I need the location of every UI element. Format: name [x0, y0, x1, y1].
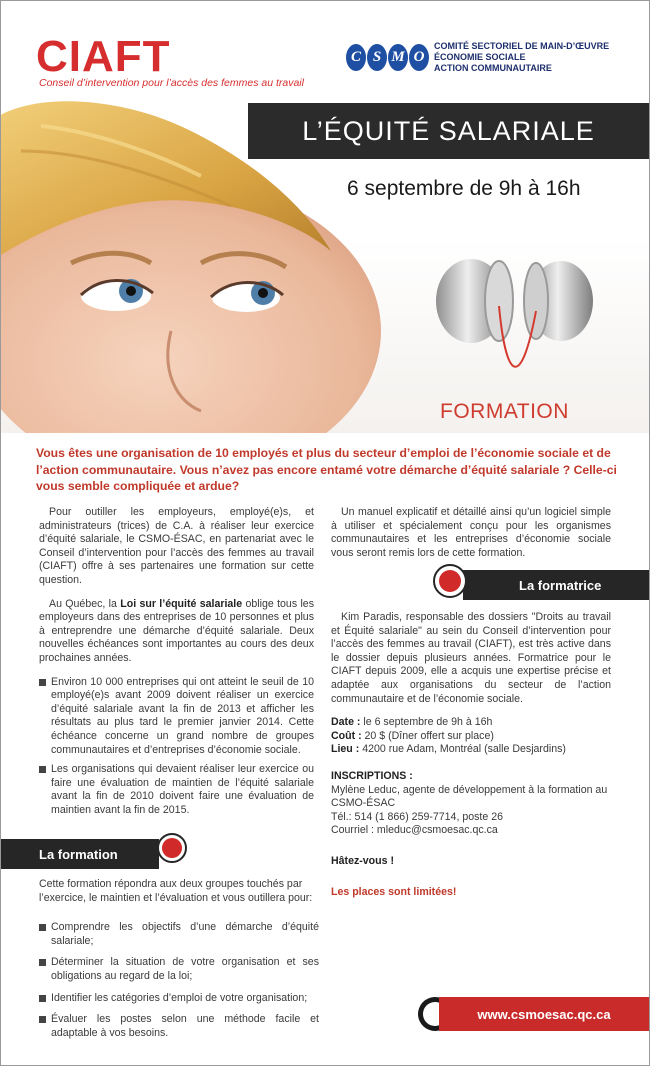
event-title: L’ÉQUITÉ SALARIALE — [302, 115, 595, 146]
paragraph-purpose: Pour outiller les employeurs, employé(e)s, et administrateurs (trices) de C.A. à réaliser leur exercice d’équité salariale, le CSMO-ÉSAC, en partenariat avec le Conseil d’intervention pour l’accès des femmes au travail (CIAFT) offre à ses partenaires une formation sur cette question. — [39, 506, 314, 586]
detail-value: le 6 septembre de 9h à 16h — [360, 716, 493, 729]
section-heading-label: La formatrice — [519, 577, 602, 593]
detail-place — [331, 743, 611, 757]
detail-value: 20 $ (Dîner offert sur place) — [361, 729, 494, 742]
partner-line: COMITÉ SECTORIEL DE MAIN-D’ŒUVRE — [434, 41, 610, 51]
partner-logo-mark — [346, 44, 429, 71]
partner-letter: C — [346, 44, 366, 71]
website-link[interactable] — [439, 997, 649, 1031]
formation-section — [39, 878, 319, 1048]
registration-email[interactable]: Courriel : mleduc@csmoesac.qc.ca — [331, 824, 498, 837]
detail-cost — [331, 730, 611, 744]
org-logo-subtitle: Conseil d’intervention pour l’accès des femmes au travail — [39, 77, 304, 89]
event-date: 6 septembre de 9h à 16h — [347, 177, 581, 200]
left-column — [39, 506, 314, 823]
registration-heading: INSCRIPTIONS : — [331, 769, 413, 782]
hero-section — [1, 1, 649, 433]
partner-letter: M — [388, 44, 408, 71]
registration-contact: Mylène Leduc, agente de développement à la formation au CSMO-ÉSAC — [331, 783, 608, 810]
intro-paragraph: Vous êtes une organisation de 10 employés et plus du secteur d’emploi de l’économie sociale et de l’action communautaire. Vous n’avez pas encore entamé votre démarche d’équité salariale ? Celle-ci vous semble compliquée et ardue? — [36, 446, 617, 493]
formation-label: FORMATION — [440, 400, 569, 423]
section-heading-label: La formation — [39, 846, 118, 862]
partner-line: ACTION COMMUNAUTAIRE — [434, 63, 552, 73]
list-item-text: Évaluer les postes selon une méthode facile et adaptable à vos besoins. — [51, 1013, 319, 1039]
hurry-text: Hâtez-vous ! — [331, 854, 394, 867]
square-bullet-icon — [39, 1016, 46, 1023]
partner-logo — [346, 41, 609, 74]
tin-can-phone-icon — [436, 259, 593, 367]
registration-block — [331, 770, 611, 838]
list-item — [39, 992, 319, 1006]
square-bullet-icon — [39, 959, 46, 966]
law-name: Loi sur l’équité salariale — [120, 597, 243, 610]
square-bullet-icon — [39, 924, 46, 931]
trainer-bio: Kim Paradis, responsable des dossiers "Droits au travail et Équité salariale" au sein du Conseil d’intervention pour l’accès des femmes au travail (CIAFT), est très active dans le dossier depuis plusieurs années. Formatrice pour le CIAFT depuis 2009, elle a acquis une expertise précise et adaptée aux organisations du secteur de l’action communautaire et de l’économie sociale. — [331, 611, 611, 705]
registration-phone: Tél.: 514 (1 866) 259-7714, poste 26 — [331, 810, 503, 823]
partner-line: ÉCONOMIE SOCIALE — [434, 52, 526, 62]
org-logo-title: CIAFT — [36, 32, 171, 81]
detail-label: Date : — [331, 716, 361, 729]
section-heading-trainer — [463, 570, 650, 600]
list-item — [39, 676, 314, 758]
detail-label: Lieu : — [331, 743, 360, 756]
event-title-bar — [248, 103, 649, 159]
law-text-post: oblige tous les employeurs dans des entreprises de 10 personnes et plus à entreprendre une démarche d’équité salariale. Deux nouvelles échéances sont importantes au cours des deux prochaines années. — [39, 597, 314, 664]
red-dot-icon — [157, 833, 187, 863]
square-bullet-icon — [39, 679, 46, 686]
square-bullet-icon — [39, 995, 46, 1002]
list-item-text: Les organisations qui devaient réaliser leur exercice ou faire une évaluation de maintien de l’équité salariale avant la fin de 2010 doivent faire une évaluation de maintien avant la fin de 2015. — [51, 763, 314, 816]
list-item — [39, 921, 319, 948]
detail-value: 4200 rue Adam, Montréal (salle Desjardins) — [359, 743, 566, 756]
law-text-pre: Au Québec, la — [49, 597, 121, 610]
limited-places-text: Les places sont limitées! — [331, 885, 457, 898]
website-url[interactable]: www.csmoesac.qc.ca — [477, 1006, 611, 1022]
partner-letter: O — [409, 44, 429, 71]
detail-date — [331, 716, 611, 730]
list-item-text: Comprendre les objectifs d’une démarche d’équité salariale; — [51, 921, 319, 947]
square-bullet-icon — [39, 766, 46, 773]
paragraph-law — [39, 598, 314, 666]
list-item-text: Environ 10 000 entreprises qui ont atteint le seuil de 10 employé(e)s avant 2009 doivent réaliser un exercice d’équité salariale avant la fin de 2013 et afficher les résultats au plus tard le premier janvier 2014. Cette échéance concerne un grand nombre de groupes communautaires et d’entreprises d’économie sociale. — [51, 675, 314, 756]
list-item-text: Identifier les catégories d’emploi de votre organisation; — [51, 991, 308, 1004]
list-item — [39, 1013, 319, 1040]
partner-letter: S — [367, 44, 387, 71]
right-column — [331, 506, 611, 570]
list-item — [39, 763, 314, 817]
list-item — [39, 956, 319, 983]
section-heading-formation — [1, 839, 159, 869]
manual-paragraph: Un manuel explicatif et détaillé ainsi qu’un logiciel simple à utiliser et spécialement conçu pour les organismes communautaires et les entreprises d’économie sociale vous seront remis lors de cette formation. — [331, 506, 611, 559]
list-item-text: Déterminer la situation de votre organisation et ses obligations au regard de la loi; — [51, 956, 319, 982]
red-dot-icon — [433, 564, 467, 598]
detail-label: Coût : — [331, 729, 362, 742]
trainer-section — [331, 611, 611, 899]
partner-logo-text — [434, 41, 609, 74]
formation-lead: Cette formation répondra aux deux groupes touchés par l’exercice, le maintien et l’évaluation et vous outillera pour: — [39, 878, 313, 904]
event-details — [331, 716, 611, 757]
